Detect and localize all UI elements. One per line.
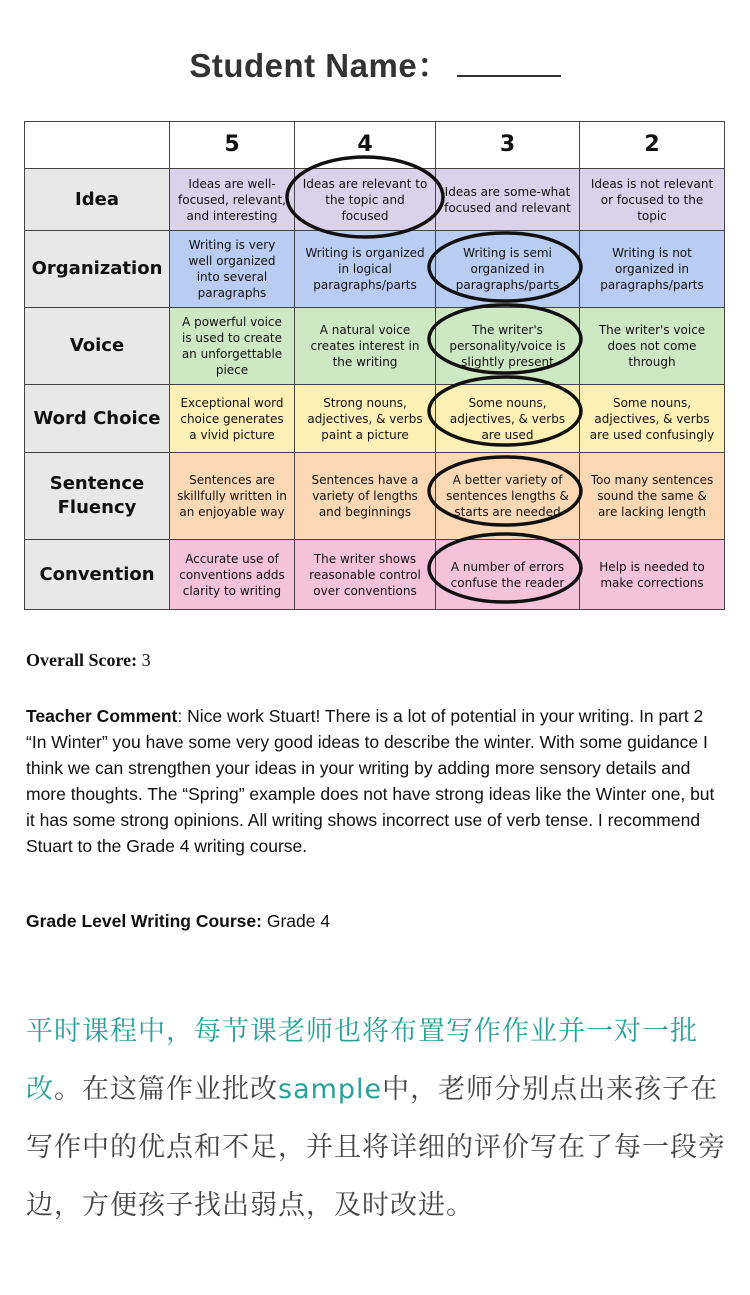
rubric-row-convention: [25, 540, 725, 610]
row-label: Idea: [25, 169, 170, 231]
rubric-cell: A number of errors confuse the reader: [436, 540, 580, 610]
rubric-cell: Ideas are some-what focused and relevant: [436, 169, 580, 231]
rubric-cell: The writer shows reasonable control over conventions: [295, 540, 436, 610]
rubric-row-organization: [25, 231, 725, 308]
rubric-cell: Ideas are well-focused, relevant, and interesting: [170, 169, 295, 231]
overall-score-value: 3: [141, 650, 151, 670]
row-label: Convention: [25, 540, 170, 610]
rubric-cell: The writer's personality/voice is slightly present: [436, 308, 580, 385]
score-header: 2: [580, 122, 725, 169]
rubric-cell: Too many sentences sound the same & are lacking length: [580, 453, 725, 540]
rubric-cell: Accurate use of conventions adds clarity to writing: [170, 540, 295, 610]
grade-level-course: [26, 911, 330, 932]
rubric-cell: A powerful voice is used to create an unforgettable piece: [170, 308, 295, 385]
student-name-heading: [0, 40, 750, 87]
rubric-corner: [25, 122, 170, 169]
overall-score: [26, 650, 151, 671]
rubric-row-voice: [25, 308, 725, 385]
grade-level-course-value: Grade 4: [261, 911, 331, 931]
rubric-cell: Sentences are skillfully written in an enjoyable way: [170, 453, 295, 540]
rubric-cell: Exceptional word choice generates a vivid picture: [170, 385, 295, 453]
overall-score-label: Overall Score:: [26, 650, 138, 670]
rubric-cell: Some nouns, adjectives, & verbs are used: [436, 385, 580, 453]
row-label: Voice: [25, 308, 170, 385]
rubric-row-idea: [25, 169, 725, 231]
writing-rubric: [24, 121, 724, 606]
chinese-text-part1: 。在这篇作业批改: [54, 1074, 278, 1105]
student-name-blank: [457, 47, 561, 77]
rubric-cell: A natural voice creates interest in the writing: [295, 308, 436, 385]
teacher-comment: [26, 703, 726, 859]
rubric-table: [24, 121, 725, 610]
chinese-description: [26, 1003, 731, 1235]
rubric-cell: Writing is not organized in paragraphs/parts: [580, 231, 725, 308]
teacher-comment-text: : Nice work Stuart! There is a lot of potential in your writing. In part 2 “In Winter” you have some very good ideas to describe the winter. With some guidance I think we can strengthen your ideas in your writing by adding more sensory details and more thoughts. The “Spring” example does not have strong ideas like the Winter one, but it has some strong opinions. All writing shows incorrect use of verb tense. I recommend Stuart to the Grade 4 writing course.: [26, 706, 715, 856]
rubric-cell: Writing is organized in logical paragraphs/parts: [295, 231, 436, 308]
rubric-cell: Help is needed to make corrections: [580, 540, 725, 610]
row-label: Sentence Fluency: [25, 453, 170, 540]
rubric-row-word-choice: [25, 385, 725, 453]
row-label: Organization: [25, 231, 170, 308]
rubric-header-row: [25, 122, 725, 169]
rubric-cell: The writer's voice does not come through: [580, 308, 725, 385]
score-header: 3: [436, 122, 580, 169]
rubric-cell: Ideas is not relevant or focused to the topic: [580, 169, 725, 231]
rubric-cell: Some nouns, adjectives, & verbs are used confusingly: [580, 385, 725, 453]
rubric-cell: Writing is semi organized in paragraphs/parts: [436, 231, 580, 308]
teacher-comment-label: Teacher Comment: [26, 706, 178, 726]
rubric-row-sentence-fluency: [25, 453, 725, 540]
student-name-label: Student Name：: [189, 47, 451, 84]
chinese-highlight: 平时课程中，每节课老师也将布置写作作业并一对一批改: [26, 1016, 698, 1105]
score-header: 4: [295, 122, 436, 169]
rubric-cell: Sentences have a variety of lengths and beginnings: [295, 453, 436, 540]
grade-level-course-label: Grade Level Writing Course:: [26, 911, 262, 931]
chinese-text-part2: 中，老师分别点出来孩子在写作中的优点和不足，并且将详细的评价写在了每一段旁边，方便孩子找出弱点，及时改进。: [26, 1074, 726, 1221]
rubric-cell: Ideas are relevant to the topic and focused: [295, 169, 436, 231]
rubric-cell: A better variety of sentences lengths & starts are needed: [436, 453, 580, 540]
rubric-cell: Writing is very well organized into several paragraphs: [170, 231, 295, 308]
score-header: 5: [170, 122, 295, 169]
rubric-cell: Strong nouns, adjectives, & verbs paint a picture: [295, 385, 436, 453]
row-label: Word Choice: [25, 385, 170, 453]
chinese-sample-word: sample: [278, 1074, 383, 1105]
